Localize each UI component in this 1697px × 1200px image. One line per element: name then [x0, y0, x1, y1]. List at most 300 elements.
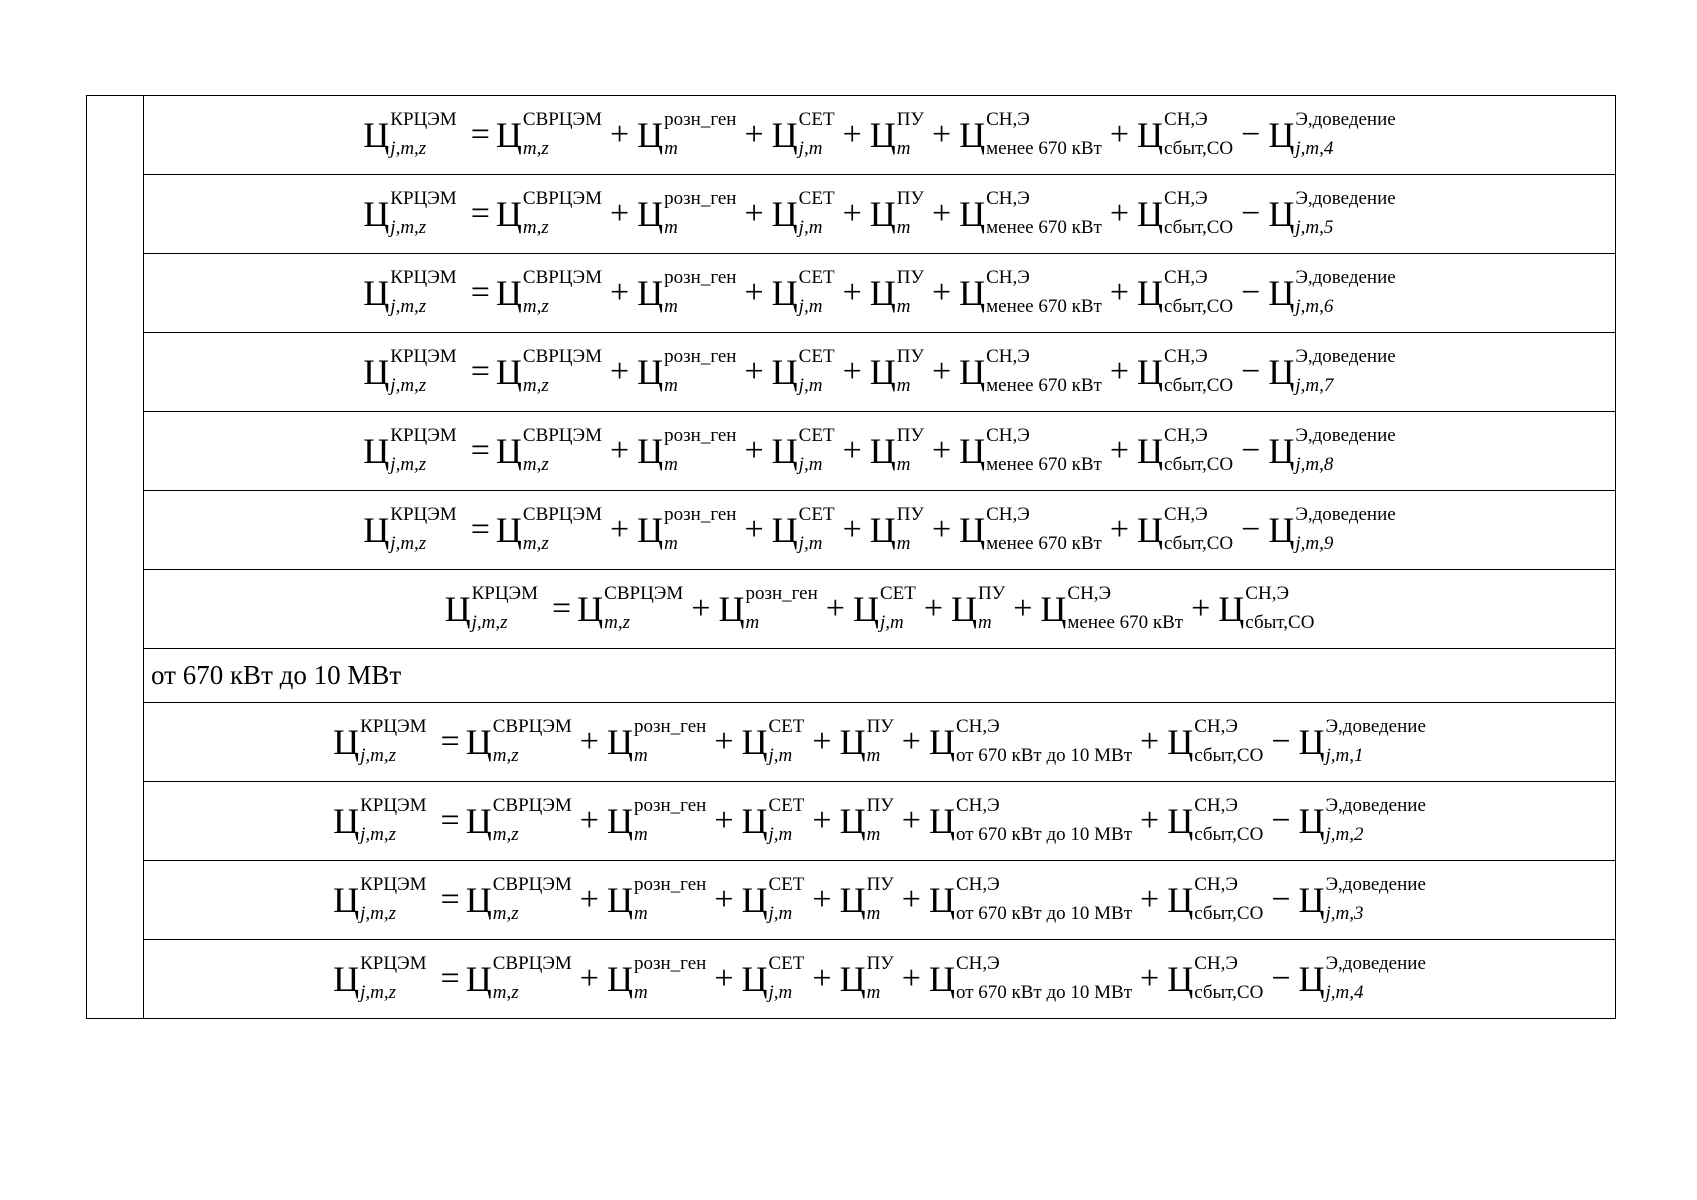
equals-sign: = — [470, 274, 490, 311]
term-krcem-scripts — [360, 716, 427, 766]
formula-cell — [144, 175, 1616, 254]
formula-cell — [144, 940, 1616, 1019]
term-sn-voltage-superscript: СН,Э — [955, 953, 1000, 974]
symbol-ts: Ц — [363, 431, 390, 471]
term-krcem-subscript: j,m,z — [360, 745, 397, 766]
formula-cell — [144, 570, 1616, 649]
term-krcem-scripts — [390, 346, 457, 396]
plus-sign: + — [744, 195, 764, 232]
term-sn-voltage-subscript: менее 670 кВт — [986, 138, 1102, 159]
term-sn-voltage-scripts — [986, 109, 1102, 159]
plus-sign: + — [744, 432, 764, 469]
plus-sign: + — [931, 116, 952, 153]
term-dovedenie — [1268, 346, 1396, 396]
term-dovedenie-scripts — [1325, 953, 1426, 1003]
minus-sign: − — [1241, 353, 1261, 390]
term-svrcem-superscript: СВРЦЭМ — [522, 504, 602, 525]
price-formula — [363, 504, 1396, 554]
term-dovedenie-scripts — [1295, 346, 1396, 396]
plus-sign: + — [1140, 881, 1160, 918]
formula-row — [87, 940, 1616, 1019]
term-sn-sbyt-superscript: СН,Э — [1194, 874, 1238, 895]
symbol-ts: Ц — [1268, 194, 1295, 234]
symbol-ts: Ц — [606, 880, 633, 920]
term-set-subscript: j,m — [798, 533, 823, 554]
term-pu-scripts — [866, 716, 894, 766]
term-sn-voltage — [959, 109, 1102, 159]
plus-sign: + — [923, 590, 944, 627]
term-dovedenie-scripts — [1295, 504, 1396, 554]
term-set — [771, 188, 835, 238]
term-sn-voltage — [959, 188, 1102, 238]
term-set-superscript: СЕТ — [768, 953, 805, 974]
term-sn-voltage-subscript: менее 670 кВт — [1067, 612, 1184, 633]
term-rozn-gen — [606, 874, 707, 924]
plus-sign: + — [579, 802, 599, 839]
term-rozn-gen-superscript: розн_ген — [664, 504, 737, 525]
term-sn-voltage-scripts — [986, 504, 1102, 554]
term-svrcem — [495, 425, 602, 475]
term-dovedenie-superscript: Э,доведение — [1325, 874, 1426, 895]
term-svrcem — [495, 504, 602, 554]
term-dovedenie-subscript: j,m,7 — [1295, 375, 1334, 396]
term-sn-voltage-superscript: СН,Э — [986, 188, 1030, 209]
term-set — [741, 874, 805, 924]
term-sn-voltage-scripts — [986, 267, 1102, 317]
term-sn-sbyt-subscript: сбыт,СО — [1164, 375, 1234, 396]
symbol-ts: Ц — [1040, 589, 1067, 629]
plus-sign: + — [609, 511, 630, 548]
term-rozn-gen-subscript: m — [633, 982, 648, 1003]
symbol-ts: Ц — [959, 352, 986, 392]
formula-row — [87, 782, 1616, 861]
price-formula — [363, 267, 1396, 317]
term-sn-voltage-superscript: СН,Э — [986, 267, 1030, 288]
term-pu — [951, 583, 1006, 633]
term-set-scripts — [798, 109, 835, 159]
term-svrcem-subscript: m,z — [604, 612, 631, 633]
term-sn-voltage-superscript: СН,Э — [1067, 583, 1112, 604]
term-sn-voltage-subscript: менее 670 кВт — [986, 217, 1102, 238]
blank-left-cell — [87, 782, 144, 861]
term-sn-sbyt-superscript: СН,Э — [1194, 953, 1238, 974]
term-svrcem — [465, 716, 572, 766]
formula-row — [87, 254, 1616, 333]
plus-sign: + — [825, 590, 845, 627]
term-dovedenie-superscript: Э,доведение — [1295, 346, 1396, 367]
term-krcem-subscript: j,m,z — [390, 217, 427, 238]
term-sn-voltage — [959, 425, 1102, 475]
symbol-ts: Ц — [718, 589, 745, 629]
term-rozn-gen-subscript: m — [633, 745, 648, 766]
term-svrcem-superscript: СВРЦЭМ — [522, 188, 602, 209]
plus-sign: + — [744, 274, 764, 311]
symbol-ts: Ц — [771, 273, 798, 313]
term-set-subscript: j,m — [798, 454, 823, 475]
term-set-superscript: СЕТ — [768, 874, 805, 895]
term-set-superscript: СЕТ — [798, 188, 835, 209]
term-sn-voltage-superscript: СН,Э — [986, 346, 1030, 367]
formula-cell — [144, 491, 1616, 570]
term-set — [852, 583, 916, 633]
plus-sign: + — [609, 274, 630, 311]
term-pu-superscript: ПУ — [866, 874, 894, 895]
term-set-subscript: j,m — [768, 745, 793, 766]
term-rozn-gen — [637, 109, 737, 159]
symbol-ts: Ц — [1268, 431, 1295, 471]
plus-sign: + — [714, 802, 734, 839]
term-set-subscript: j,m — [768, 982, 793, 1003]
term-sn-voltage — [928, 953, 1132, 1003]
price-formula — [333, 795, 1426, 845]
term-set-scripts — [768, 716, 805, 766]
term-sn-sbyt-superscript: СН,Э — [1164, 267, 1208, 288]
term-sn-voltage — [928, 795, 1132, 845]
term-dovedenie-superscript: Э,доведение — [1325, 953, 1426, 974]
term-pu-subscript: m — [896, 296, 911, 317]
term-sn-sbyt-superscript: СН,Э — [1164, 504, 1208, 525]
term-rozn-gen — [637, 504, 737, 554]
plus-sign: + — [812, 723, 832, 760]
price-formula — [333, 953, 1426, 1003]
symbol-ts: Ц — [606, 959, 633, 999]
equals-sign: = — [470, 511, 490, 548]
blank-left-cell — [87, 491, 144, 570]
blank-left-cell — [87, 940, 144, 1019]
term-sn-sbyt-subscript: сбыт,СО — [1194, 982, 1264, 1003]
term-svrcem — [495, 346, 602, 396]
term-dovedenie — [1298, 716, 1426, 766]
plus-sign: + — [931, 432, 952, 469]
term-krcem — [363, 425, 457, 475]
formula-cell — [144, 782, 1616, 861]
term-dovedenie-scripts — [1295, 425, 1396, 475]
term-svrcem-superscript: СВРЦЭМ — [492, 795, 572, 816]
price-formula — [333, 874, 1426, 924]
term-svrcem-scripts — [522, 504, 602, 554]
term-dovedenie-superscript: Э,доведение — [1295, 267, 1396, 288]
blank-left-cell — [87, 703, 144, 782]
symbol-ts: Ц — [959, 115, 986, 155]
symbol-ts: Ц — [333, 722, 360, 762]
plus-sign: + — [931, 353, 952, 390]
term-krcem — [363, 109, 457, 159]
term-set-subscript: j,m — [798, 296, 823, 317]
symbol-ts: Ц — [637, 352, 664, 392]
symbol-ts: Ц — [741, 722, 768, 762]
term-sn-sbyt — [1137, 109, 1234, 159]
term-pu-subscript: m — [978, 612, 992, 633]
term-pu-scripts — [896, 504, 924, 554]
term-pu-scripts — [896, 109, 924, 159]
term-svrcem-subscript: m,z — [522, 217, 549, 238]
term-pu — [869, 425, 924, 475]
term-svrcem-subscript: m,z — [492, 745, 519, 766]
symbol-ts: Ц — [1298, 722, 1325, 762]
symbol-ts: Ц — [495, 352, 522, 392]
term-sn-voltage-subscript: от 670 кВт до 10 МВт — [955, 745, 1132, 766]
symbol-ts: Ц — [869, 431, 896, 471]
term-pu — [869, 188, 924, 238]
term-krcem-subscript: j,m,z — [360, 982, 397, 1003]
term-sn-sbyt-subscript: сбыт,СО — [1164, 454, 1234, 475]
equals-sign: = — [440, 960, 460, 997]
term-rozn-gen — [606, 795, 707, 845]
term-sn-voltage-subscript: от 670 кВт до 10 МВт — [955, 982, 1132, 1003]
term-pu-subscript: m — [896, 454, 911, 475]
term-dovedenie-scripts — [1295, 109, 1396, 159]
minus-sign: − — [1271, 881, 1291, 918]
term-svrcem-superscript: СВРЦЭМ — [522, 109, 602, 130]
formula-cell — [144, 254, 1616, 333]
term-svrcem-subscript: m,z — [522, 533, 549, 554]
term-rozn-gen-superscript: розн_ген — [664, 425, 737, 446]
term-krcem — [363, 346, 457, 396]
minus-sign: − — [1241, 432, 1261, 469]
term-set-subscript: j,m — [798, 375, 823, 396]
symbol-ts: Ц — [1137, 510, 1164, 550]
blank-left-cell — [87, 96, 144, 175]
term-sn-voltage-subscript: менее 670 кВт — [986, 296, 1102, 317]
term-sn-voltage — [959, 504, 1102, 554]
term-sn-sbyt-scripts — [1164, 188, 1234, 238]
symbol-ts: Ц — [333, 880, 360, 920]
minus-sign: − — [1271, 802, 1291, 839]
plus-sign: + — [579, 881, 599, 918]
price-formula — [333, 716, 1426, 766]
term-set-subscript: j,m — [879, 612, 904, 633]
symbol-ts: Ц — [869, 273, 896, 313]
term-rozn-gen-subscript: m — [664, 138, 678, 159]
term-rozn-gen — [718, 583, 818, 633]
term-set-superscript: СЕТ — [768, 716, 805, 737]
term-svrcem-superscript: СВРЦЭМ — [604, 583, 684, 604]
term-sn-voltage-scripts — [955, 795, 1132, 845]
symbol-ts: Ц — [606, 722, 633, 762]
term-sn-voltage-subscript: от 670 кВт до 10 МВт — [955, 903, 1132, 924]
term-dovedenie-scripts — [1325, 716, 1426, 766]
plus-sign: + — [812, 802, 832, 839]
plus-sign: + — [812, 881, 832, 918]
term-set-scripts — [798, 425, 835, 475]
term-rozn-gen-scripts — [633, 716, 707, 766]
plus-sign: + — [714, 960, 734, 997]
plus-sign: + — [931, 195, 952, 232]
term-pu-superscript: ПУ — [896, 346, 924, 367]
term-krcem-subscript: j,m,z — [390, 454, 427, 475]
blank-left-cell — [87, 175, 144, 254]
term-rozn-gen — [606, 953, 707, 1003]
plus-sign: + — [691, 590, 711, 627]
formula-cell — [144, 703, 1616, 782]
term-sn-sbyt-scripts — [1194, 953, 1264, 1003]
symbol-ts: Ц — [606, 801, 633, 841]
symbol-ts: Ц — [465, 959, 492, 999]
plus-sign: + — [1109, 195, 1130, 232]
term-svrcem-scripts — [522, 346, 602, 396]
term-krcem-scripts — [471, 583, 538, 633]
minus-sign: − — [1271, 960, 1291, 997]
plus-sign: + — [1140, 723, 1160, 760]
term-rozn-gen-superscript: розн_ген — [633, 874, 707, 895]
term-rozn-gen-superscript: розн_ген — [745, 583, 818, 604]
term-dovedenie-superscript: Э,доведение — [1325, 716, 1426, 737]
term-sn-voltage — [928, 716, 1132, 766]
symbol-ts: Ц — [333, 801, 360, 841]
term-rozn-gen-subscript: m — [664, 217, 678, 238]
term-set — [741, 953, 805, 1003]
plus-sign: + — [842, 116, 862, 153]
term-pu — [839, 716, 894, 766]
formula-row — [87, 333, 1616, 412]
term-set-subscript: j,m — [798, 138, 823, 159]
term-sn-voltage-scripts — [955, 953, 1132, 1003]
term-pu — [869, 267, 924, 317]
symbol-ts: Ц — [771, 115, 798, 155]
term-krcem-scripts — [390, 267, 457, 317]
term-rozn-gen-subscript: m — [664, 296, 678, 317]
term-sn-voltage-subscript: менее 670 кВт — [986, 375, 1102, 396]
symbol-ts: Ц — [495, 273, 522, 313]
term-svrcem-superscript: СВРЦЭМ — [522, 346, 602, 367]
term-dovedenie — [1298, 953, 1426, 1003]
term-svrcem-subscript: m,z — [522, 454, 549, 475]
term-sn-sbyt — [1137, 425, 1234, 475]
symbol-ts: Ц — [1298, 880, 1325, 920]
term-svrcem-scripts — [492, 716, 572, 766]
term-sn-sbyt-superscript: СН,Э — [1164, 425, 1208, 446]
plus-sign: + — [609, 116, 630, 153]
term-svrcem-subscript: m,z — [492, 824, 519, 845]
term-sn-sbyt-subscript: сбыт,СО — [1194, 824, 1264, 845]
term-krcem-superscript: КРЦЭМ — [360, 953, 427, 974]
plus-sign: + — [609, 353, 630, 390]
plus-sign: + — [714, 881, 734, 918]
term-set — [741, 795, 805, 845]
minus-sign: − — [1241, 511, 1261, 548]
formula-row — [87, 412, 1616, 491]
plus-sign: + — [1109, 116, 1130, 153]
term-pu-scripts — [866, 795, 894, 845]
term-krcem-subscript: j,m,z — [360, 903, 397, 924]
term-pu-superscript: ПУ — [866, 716, 894, 737]
equals-sign: = — [470, 195, 490, 232]
symbol-ts: Ц — [363, 510, 390, 550]
term-sn-sbyt — [1167, 716, 1264, 766]
term-set-scripts — [798, 188, 835, 238]
term-sn-sbyt-subscript: сбыт,СО — [1164, 296, 1234, 317]
blank-left-cell — [87, 861, 144, 940]
term-krcem-scripts — [390, 504, 457, 554]
plus-sign: + — [1109, 274, 1130, 311]
term-rozn-gen-scripts — [633, 953, 707, 1003]
term-krcem-superscript: КРЦЭМ — [390, 504, 457, 525]
term-set-superscript: СЕТ — [798, 425, 835, 446]
term-rozn-gen — [637, 425, 737, 475]
term-krcem-superscript: КРЦЭМ — [360, 874, 427, 895]
term-sn-voltage-subscript: от 670 кВт до 10 МВт — [955, 824, 1132, 845]
term-svrcem-subscript: m,z — [522, 375, 549, 396]
term-rozn-gen — [637, 346, 737, 396]
term-sn-voltage — [928, 874, 1132, 924]
term-pu-scripts — [896, 188, 924, 238]
term-krcem-scripts — [360, 953, 427, 1003]
term-svrcem — [465, 953, 572, 1003]
symbol-ts: Ц — [771, 431, 798, 471]
term-sn-sbyt-scripts — [1164, 504, 1234, 554]
formula-row — [87, 861, 1616, 940]
term-rozn-gen-subscript: m — [745, 612, 760, 633]
term-dovedenie-superscript: Э,доведение — [1295, 504, 1396, 525]
term-krcem-scripts — [390, 109, 457, 159]
minus-sign: − — [1271, 723, 1291, 760]
term-set-subscript: j,m — [768, 903, 793, 924]
term-pu-superscript: ПУ — [896, 504, 924, 525]
symbol-ts: Ц — [495, 510, 522, 550]
blank-left-cell — [87, 649, 144, 703]
term-dovedenie-subscript: j,m,1 — [1325, 745, 1364, 766]
term-rozn-gen-scripts — [664, 188, 737, 238]
term-sn-sbyt — [1167, 953, 1264, 1003]
term-sn-sbyt — [1167, 795, 1264, 845]
term-pu-superscript: ПУ — [896, 425, 924, 446]
term-krcem-superscript: КРЦЭМ — [471, 583, 538, 604]
term-pu-subscript: m — [866, 824, 881, 845]
plus-sign: + — [842, 511, 862, 548]
plus-sign: + — [744, 116, 764, 153]
price-formula — [444, 583, 1315, 633]
term-dovedenie-superscript: Э,доведение — [1295, 425, 1396, 446]
term-set-scripts — [768, 953, 805, 1003]
symbol-ts: Ц — [741, 880, 768, 920]
term-krcem — [333, 953, 427, 1003]
term-rozn-gen-superscript: розн_ген — [633, 953, 707, 974]
symbol-ts: Ц — [637, 431, 664, 471]
term-sn-sbyt-superscript: СН,Э — [1164, 346, 1208, 367]
symbol-ts: Ц — [1298, 801, 1325, 841]
term-dovedenie-subscript: j,m,9 — [1295, 533, 1334, 554]
term-dovedenie — [1298, 874, 1426, 924]
term-sn-sbyt-scripts — [1194, 795, 1264, 845]
symbol-ts: Ц — [495, 115, 522, 155]
plus-sign: + — [901, 960, 921, 997]
term-sn-sbyt — [1137, 346, 1234, 396]
symbol-ts: Ц — [951, 589, 978, 629]
price-formula — [363, 109, 1396, 159]
formula-row — [87, 175, 1616, 254]
minus-sign: − — [1241, 195, 1261, 232]
term-dovedenie-subscript: j,m,3 — [1325, 903, 1364, 924]
plus-sign: + — [901, 723, 921, 760]
term-krcem-superscript: КРЦЭМ — [360, 795, 427, 816]
term-krcem — [333, 874, 427, 924]
term-pu — [869, 346, 924, 396]
term-set — [771, 267, 835, 317]
term-krcem — [333, 716, 427, 766]
symbol-ts: Ц — [637, 115, 664, 155]
term-dovedenie-subscript: j,m,6 — [1295, 296, 1334, 317]
term-pu-subscript: m — [896, 533, 911, 554]
plus-sign: + — [931, 511, 952, 548]
term-krcem — [444, 583, 538, 633]
symbol-ts: Ц — [1137, 194, 1164, 234]
term-sn-voltage-superscript: СН,Э — [955, 874, 1000, 895]
term-sn-sbyt — [1167, 874, 1264, 924]
term-dovedenie-subscript: j,m,4 — [1295, 138, 1334, 159]
plus-sign: + — [1013, 590, 1033, 627]
term-sn-voltage-scripts — [955, 716, 1132, 766]
formula-cell — [144, 861, 1616, 940]
